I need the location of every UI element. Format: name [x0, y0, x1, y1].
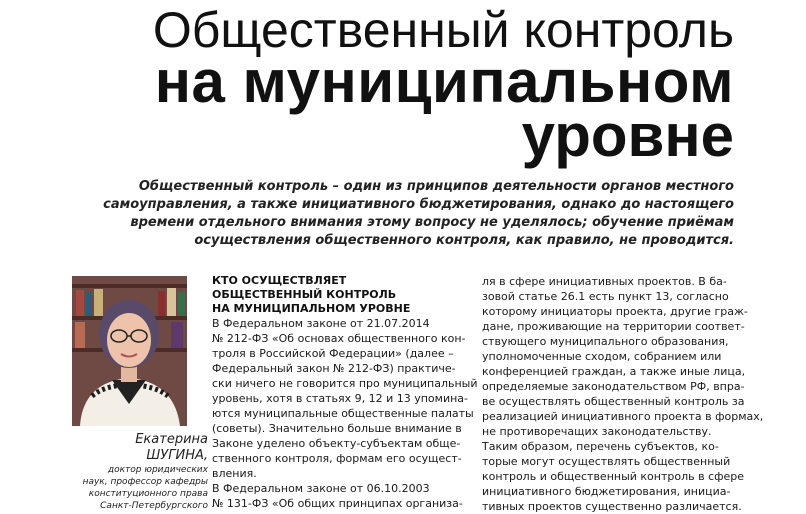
lead-line: времени отдельного внимания этому вопросу не уделялось; обучение приёмам [130, 215, 734, 230]
author-position-line: наук, профессор кафедры [82, 477, 208, 487]
body-text-line: конференцией граждан, а также иные лица, [482, 365, 746, 378]
body-text-line: определяемые законодательством РФ, впра- [482, 380, 745, 393]
lead-line: осуществления общественного контроля, как правило, не проводится. [194, 233, 734, 248]
author-position-line: конституционного права [88, 489, 208, 499]
lead-line: Общественный контроль – один из принципов деятельности органов местного [138, 179, 734, 194]
body-text-line: В Федеральном законе от 06.10.2003 [212, 482, 430, 495]
body-text-line: ля в сфере инициативных проектов. В ба- [482, 275, 727, 288]
author-photo [72, 276, 187, 426]
body-text-line: зовой статье 26.1 есть пункт 13, согласно [482, 290, 729, 303]
article-column-2 [482, 274, 764, 514]
body-text-line: ствующего муниципального образования, [482, 335, 729, 348]
body-text-line: В Федеральном законе от 21.07.2014 [212, 317, 430, 330]
section-heading-line: КТО ОСУЩЕСТВЛЯЕТ [212, 274, 347, 287]
body-text-line: ственного контроля, формам его осущест- [212, 452, 462, 465]
body-text-line: не противоречащих законодательству. [482, 425, 712, 438]
body-text-line: ве осуществлять общественный контроль за [482, 395, 745, 408]
body-text-line: торые могут осуществлять общественный [482, 455, 731, 468]
body-text-line: № 212-ФЗ «Об основах общественного кон- [212, 332, 466, 345]
article-title-line2: на муниципальном [154, 48, 734, 115]
lead-paragraph [94, 178, 734, 250]
author-caption [60, 432, 208, 512]
body-text-line: Федеральный закон № 212-ФЗ) практиче- [212, 362, 456, 375]
body-text-line: ски ничего не говорится про муниципальный [212, 377, 478, 390]
body-text-line: № 131-ФЗ «Об общих принципах организа- [212, 497, 463, 510]
author-position-line: Санкт-Петербургского [100, 501, 208, 511]
body-text-line: контроль и общественный контроль в сфере [482, 470, 745, 483]
section-heading-line: ОБЩЕСТВЕННЫЙ КОНТРОЛЬ [212, 288, 397, 301]
body-text-line: ются муниципальные общественные палаты [212, 407, 474, 420]
section-heading-line: НА МУНИЦИПАЛЬНОМ УРОВНЕ [212, 302, 411, 315]
body-text-line: тивных проектов существенно различается. [482, 500, 742, 513]
body-text-line: Таким образом, перечень субъектов, ко- [482, 440, 719, 453]
article-title-line1: Общественный контроль [152, 2, 734, 58]
body-text-line: (советы). Значительно больше внимание в [212, 422, 462, 435]
author-first-name: Екатерина [135, 432, 208, 447]
body-text-line: уровень, хотя в статьях 9, 12 и 13 упомина- [212, 392, 468, 405]
body-text-line: уполномоченные сходом, собранием или [482, 350, 722, 363]
body-text-line: реализацией инициативного проекта в формах, [482, 410, 764, 423]
author-last-name: ШУГИНА, [146, 448, 208, 463]
body-text-line: вления. [212, 467, 257, 480]
body-text-line: троля в Российской Федерации» (далее – [212, 347, 454, 360]
body-text-line: инициативного бюджетирования, инициа- [482, 485, 731, 498]
author-position-line: доктор юридических [107, 465, 208, 475]
article-column-1 [212, 274, 478, 511]
lead-line: самоуправления, а также инициативного бюджетирования, однако до настоящего [103, 197, 734, 212]
author-portrait-image [72, 276, 187, 426]
article-title-line3: уровне [521, 102, 734, 169]
body-text-line: дане, проживающие на территории соответ- [482, 320, 745, 333]
body-text-line: Законе уделено объекту-субъектам обще- [212, 437, 461, 450]
body-text-line: которому инициаторы проекта, другие граж- [482, 305, 748, 318]
